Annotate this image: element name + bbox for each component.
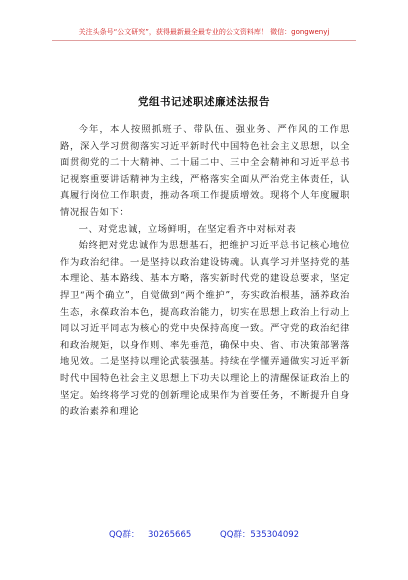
paragraph-section-1: 始终把对党忠诚作为思想基石，把维护习近平总书记核心地位作为政治纪律。一是坚持以政治建设铸魂。认真学习并坚持党的基本理论、基本路线、基本方略，落实新时代党的建设总要求，坚定捍卫“两个确立”，自觉做到“两个维护”，夯实政治根基，涵养政治生态，永葆政治本色，提高政治能力，切实在思想上政治上行动上同以习近平同志为核心的党中央保持高度一致。严守党的政治纪律和政治规矩，以身作则、率先垂范，确保中央、省、市决策部署落地见效。二是坚持以理论武装强基。持续在学懂弄通做实习近平新时代中国特色社会主义思想上下功夫以理论上的清醒保证政治上的坚定。始终将学习党的创新理论成果作为首要任务，不断提升自身的政治素养和理论 — [60, 240, 350, 418]
footer-qq-group-2: QQ群：535304092 — [220, 530, 300, 540]
section-heading-1: 一、对党忠诚，立场鲜明，在坚定看齐中对标对表 — [78, 223, 297, 235]
header-divider — [52, 40, 356, 41]
paragraph-intro: 今年，本人按照抓班子、带队伍、强业务、严作风的工作思路，深入学习贯彻落实习近平新时代中国特色社会主义思想，以全面贯彻党的二十大精神、二十届二中、三中全会精神和习近平总书记视察重要讲话精神为主线，严格落实全面从严治党主体责任，认真履行岗位工作职责，推动各项工作提质增效。现将个人年度履职情况报告如下： — [60, 124, 350, 218]
footer-contact — [0, 529, 408, 541]
document-body — [60, 122, 350, 421]
document-title: 党组书记述职述廉述法报告 — [138, 96, 270, 108]
header-banner: 关注头条号“公文研究”，获得最新最全最专业的公文资料库！ 微信：gongwenyj — [78, 28, 330, 36]
footer-qq-group-1: QQ群： 30265665 — [108, 530, 192, 540]
